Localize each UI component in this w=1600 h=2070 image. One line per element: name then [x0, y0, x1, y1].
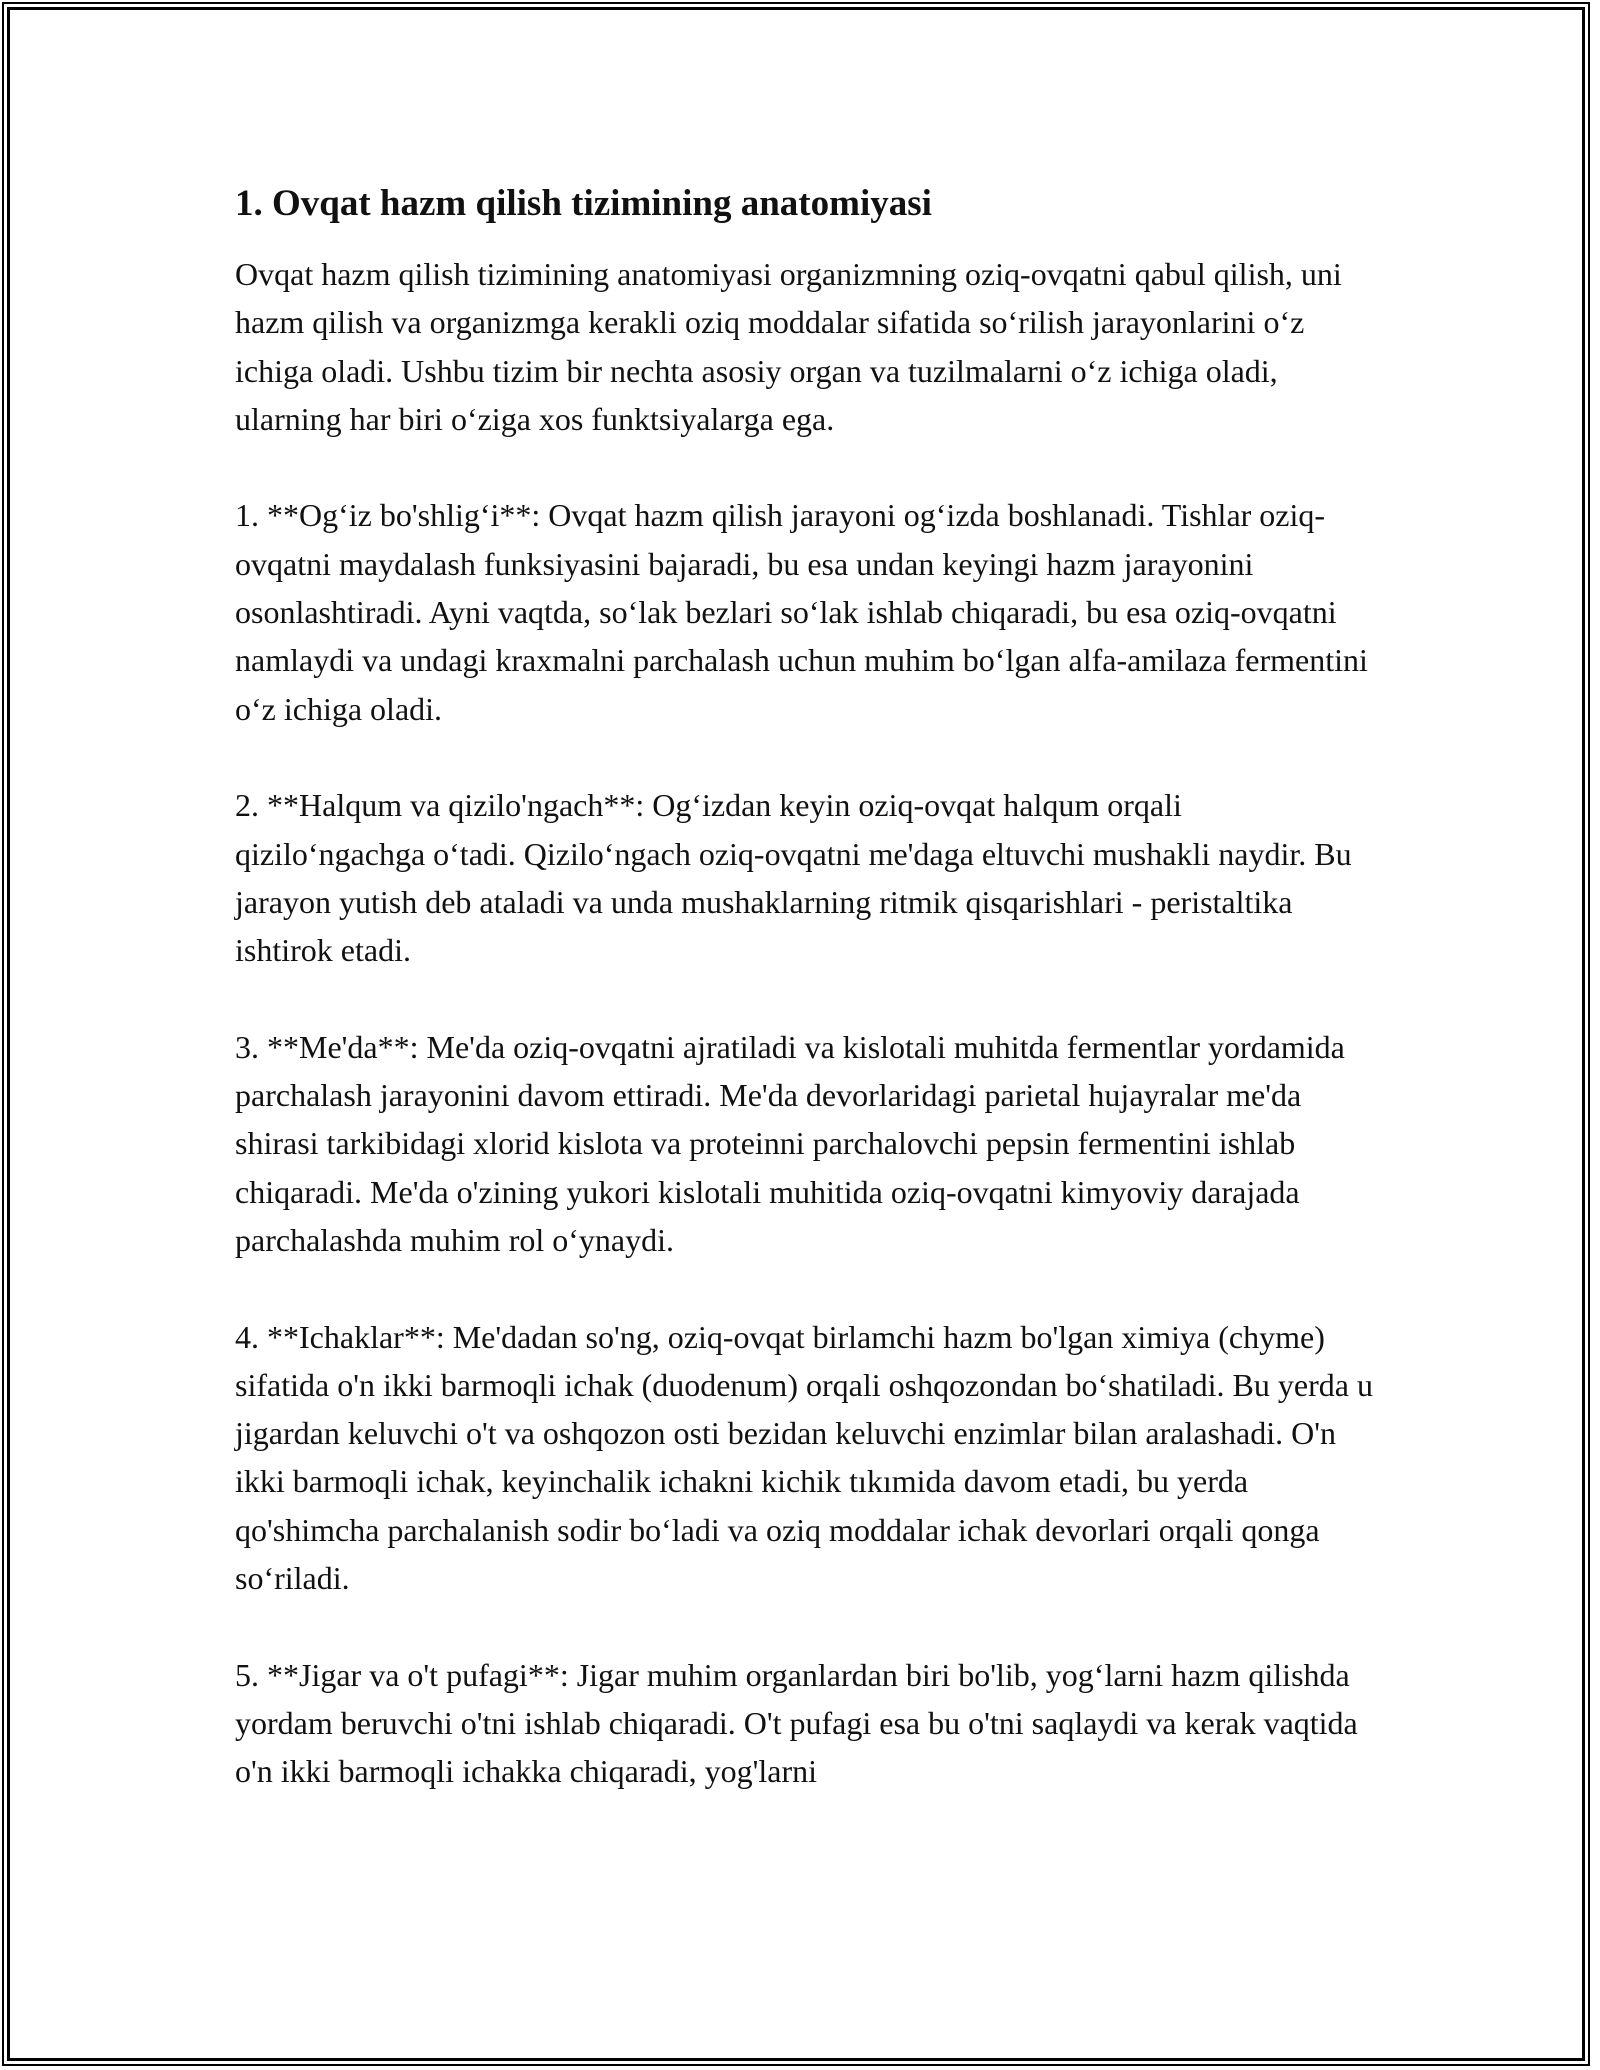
section-paragraph-stomach: 3. **Me'da**: Me'da oziq-ovqatni ajratiladi va kislotali muhitda fermentlar yordamida parchalash jarayonini davom ettiradi. Me'da devorlaridagi parietal hujayralar me'da shirasi tarkibidagi xlorid kislota va proteinni parchalovchi pepsin fermentini ishlab chiqaradi. Me'da o'zining yukori kislotali muhitida oziq-ovqatni kimyoviy darajada parchalashda muhim rol o‘ynaydi. — [235, 1028, 1345, 1258]
section-paragraph-pharynx-esophagus: 2. **Halqum va qizilo'ngach**: Og‘izdan keyin oziq-ovqat halqum orqali qizilo‘ngachga o‘tadi. Qizilo‘ngach oziq-ovqatni me'daga eltuvchi mushakli naydir. Bu jarayon yutish deb ataladi va unda mushaklarning ritmik qisqarishlari - peristaltika ishtirok etadi. — [235, 787, 1352, 969]
document-title: 1. Ovqat hazm qilish tizimining anatomiyasi — [235, 183, 932, 224]
section-paragraph-liver-gallbladder: 5. **Jigar va o't pufagi**: Jigar muhim organlardan biri bo'lib, yog‘larni hazm qilishda yordam beruvchi o'tni ishlab chiqaradi. O't pufagi esa bu o'tni saqlaydi va kerak vaqtida o'n ikki barmoqli ichakka chiqaradi, yog'larni — [235, 1656, 1358, 1790]
document-body — [235, 180, 1375, 1844]
section-paragraph-intestines: 4. **Ichaklar**: Me'dadan so'ng, oziq-ovqat birlamchi hazm bo'lgan ximiya (chyme) sifatida o'n ikki barmoqli ichak (duodenum) orqali oshqozondan bo‘shatiladi. Bu yerda u jigardan keluvchi o't va oshqozon osti bezidan keluvchi enzimlar bilan aralashadi. O'n ikki barmoqli ichak, keyinchalik ichakni kichik tıkımida davom etadi, bu yerda qo'shimcha parchalanish sodir bo‘ladi va oziq moddalar ichak devorlari orqali qonga so‘riladi. — [235, 1318, 1373, 1597]
intro-paragraph: Ovqat hazm qilish tizimining anatomiyasi organizmning oziq-ovqatni qabul qilish, uni hazm qilish va organizmga kerakli oziq moddalar sifatida so‘rilish jarayonlarini o‘z ichiga oladi. Ushbu tizim bir nechta asosiy organ va tuzilmalarni o‘z ichiga oladi, ularning har biri o‘ziga xos funktsiyalarga ega. — [235, 256, 1342, 437]
section-paragraph-oral-cavity: 1. **Og‘iz bo'shlig‘i**: Ovqat hazm qilish jarayoni og‘izda boshlanadi. Tishlar oziq-ovqatni maydalash funksiyasini bajaradi, bu esa undan keyingi hazm jarayonini osonlashtiradi. Ayni vaqtda, so‘lak bezlari so‘lak ishlab chiqaradi, bu esa oziq-ovqatni namlaydi va undagi kraxmalni parchalash uchun muhim bo‘lgan alfa-amilaza fermentini o‘z ichiga oladi. — [235, 497, 1368, 727]
